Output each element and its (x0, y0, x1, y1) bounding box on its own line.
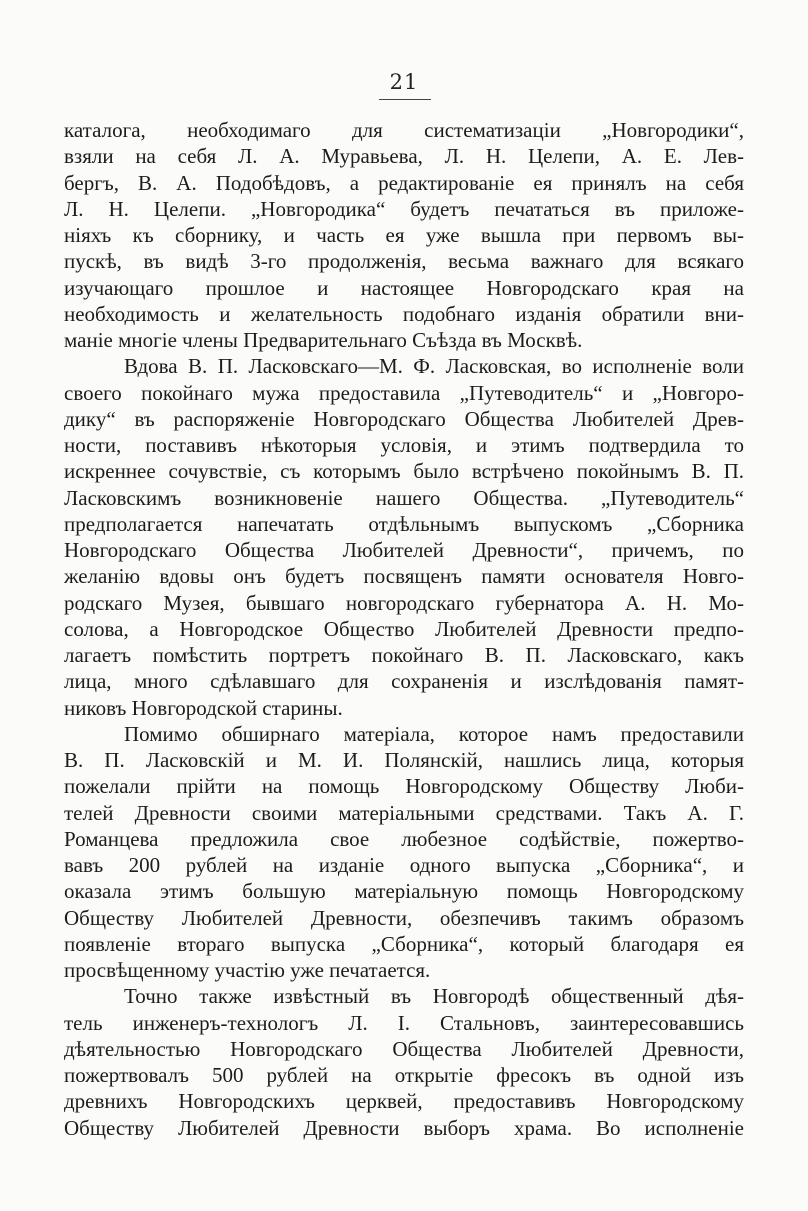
text-line: тель инженеръ-технологъ Л. І. Стальновъ, заинтересовавшись (64, 1010, 744, 1035)
text-line: лица, много сдѣлавшаго для сохраненія и изслѣдованія памят- (64, 669, 744, 694)
text-line: пожелали прійти на помощь Новгородскому Обществу Люби- (64, 774, 744, 799)
text-line: ніяхъ къ сборнику, и часть ея уже вышла при первомъ вы- (64, 223, 744, 247)
text-line: искреннее сочувствіе, съ которымъ было встрѣчено покойнымъ В. П. (64, 459, 744, 484)
paragraph-start-line: Помимо обширнаго матеріала, которое намъ предоставили (124, 721, 744, 746)
text-line: солова, а Новгородское Общество Любителей Древности предпо- (64, 616, 744, 641)
body-text (64, 117, 744, 1141)
page-number-rule (379, 99, 431, 100)
text-line: своего покойнаго мужа предоставила „Путеводитель“ и „Новгоро- (64, 380, 744, 405)
text-line: дѣятельностью Новгородскаго Общества Любителей Древности, (64, 1036, 744, 1061)
text-line: Обществу Любителей Древности выборъ храма. Во исполненіе (64, 1115, 744, 1140)
text-line: каталога, необходимаго для систематизаціи „Новгородики“, (64, 118, 744, 142)
text-line: никовъ Новгородской старины. (64, 695, 343, 720)
text-line: предполагается напечатать отдѣльнымъ выпускомъ „Сборника (64, 511, 744, 536)
text-line: Романцева предложила свое любезное содѣйствіе, пожертво- (64, 826, 744, 851)
text-line: родскаго Музея, бывшаго новгородскаго губернатора А. Н. Мо- (64, 590, 744, 615)
text-line: дику“ въ распоряженіе Новгородскаго Общества Любителей Древ- (64, 406, 744, 431)
text-line: изучающаго прошлое и настоящее Новгородскаго края на (64, 275, 744, 300)
paragraph-start-line: Точно также извѣстный въ Новгородѣ общественный дѣя- (124, 984, 744, 1009)
text-line: Ласковскимъ возникновеніе нашего Общества. „Путеводитель“ (64, 485, 744, 510)
text-line: телей Древности своими матеріальными средствами. Такъ А. Г. (64, 800, 744, 825)
text-line: бергъ, В. А. Подобѣдовъ, а редактированіе ея принялъ на себя (64, 170, 744, 195)
page-number: 21 (389, 70, 419, 94)
text-line: вавъ 200 рублей на изданіе одного выпуска „Сборника“, и (64, 853, 744, 877)
text-line: взяли на себя Л. А. Муравьева, Л. Н. Целепи, А. Е. Лев- (64, 144, 744, 169)
text-line: В. П. Ласковскій и М. И. Полянскій, нашлись лица, которыя (64, 748, 744, 772)
text-line: пожертвовалъ 500 рублей на открытіе фресокъ въ одной изъ (64, 1063, 744, 1087)
text-line: Л. Н. Целепи. „Новгородика“ будетъ печататься въ приложе- (64, 196, 744, 221)
text-line: лагаетъ помѣстить портретъ покойнаго В. П. Ласковскаго, какъ (64, 643, 744, 667)
text-line: маніе многіе члены Предварительнаго Съѣзда въ Москвѣ. (64, 328, 583, 352)
text-line: просвѣщенному участію уже печатается. (64, 958, 431, 982)
text-line: желанію вдовы онъ будетъ посвященъ памяти основателя Новго- (64, 564, 744, 589)
text-line: Обществу Любителей Древности, обезпечивъ такимъ образомъ (64, 905, 744, 930)
paragraph-start-line: Вдова В. П. Ласковскаго—М. Ф. Ласковская, во исполненіе воли (124, 354, 744, 379)
text-line: оказала этимъ большую матеріальную помощь Новгородскому (64, 879, 744, 904)
text-line: Новгородскаго Общества Любителей Древности“, причемъ, по (64, 538, 744, 562)
text-line: пускѣ, въ видѣ 3-го продолженія, весьма важнаго для всякаго (64, 249, 744, 274)
text-line: ности, поставивъ нѣкоторыя условія, и этимъ подтвердила то (64, 433, 744, 457)
text-line: необходимость и желательность подобнаго изданія обратили вни- (64, 301, 744, 326)
text-line: древнихъ Новгородскихъ церквей, предоставивъ Новгородскому (64, 1089, 744, 1114)
text-line: появленіе втораго выпуска „Сборника“, который благодаря ея (64, 931, 744, 956)
